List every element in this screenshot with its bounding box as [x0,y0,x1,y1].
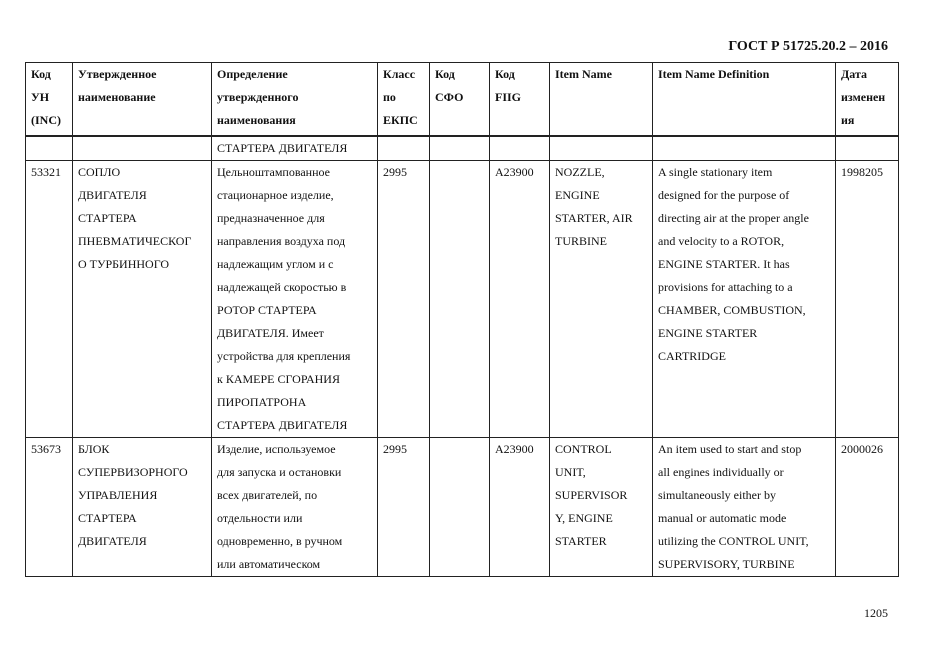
text-line: utilizing the CONTROL UNIT, [658,533,809,548]
text-line: СУПЕРВИЗОРНОГО [78,464,188,479]
text-line: Item Name Definition [658,67,770,81]
column-header-sfo-code [430,63,490,136]
text-line: STARTER, AIR [555,210,633,225]
text-line: Определение [217,67,288,81]
text-line: 2000026 [841,441,883,456]
text-line: An item used to start and stop [658,441,802,456]
cell-text [383,63,429,132]
column-header-date [836,63,899,136]
text-line: Утвержденное [78,67,157,81]
text-line: Код [495,67,515,81]
text-line: СОПЛО [78,164,121,179]
text-line: СФО [435,90,464,104]
cell-item-name [550,160,653,437]
table-row-continuation [26,136,899,161]
text-line: CHAMBER, COMBUSTION, [658,302,806,317]
cell-item-name [550,136,653,161]
text-line: наименование [78,90,156,104]
text-line: к КАМЕРЕ СГОРАНИЯ [217,371,340,386]
text-line: FIIG [495,90,522,104]
cell-sfo-code [430,437,490,576]
cell-item-name-definition [653,136,836,161]
text-line: Код [31,67,51,81]
cell-inc [26,136,73,161]
text-line: надлежащей скоростью в [217,279,347,294]
column-header-item-name [550,63,653,136]
text-line: 53321 [31,164,61,179]
text-line: CONTROL [555,441,612,456]
text-line: CARTRIDGE [658,348,726,363]
cell-item-name-definition [653,437,836,576]
text-line: A single stationary item [658,164,773,179]
text-line: СТАРТЕРА [78,510,137,525]
text-line: ENGINE STARTER. It has [658,256,790,271]
cell-date [836,136,899,161]
text-line: simultaneously either by [658,487,776,502]
text-line: (INC) [31,113,61,127]
cell-text [658,161,835,368]
cell-text [217,161,377,437]
text-line: надлежащим углом и с [217,256,334,271]
text-line: provisions for attaching to a [658,279,793,294]
text-line: всех двигателей, по [217,487,318,502]
text-line: устройства для крепления [217,348,351,363]
cell-ekps-class [378,437,430,576]
text-line: изменен [841,90,886,104]
cell-text [495,438,549,461]
text-line: Item Name [555,67,612,81]
cell-approved-name [73,160,212,437]
text-line: направления воздуха под [217,233,346,248]
table-header-row [26,63,899,136]
text-line: по [383,90,396,104]
cell-text [841,161,898,184]
cell-item-name-definition [653,160,836,437]
text-line: БЛОК [78,441,110,456]
text-line: TURBINE [555,233,607,248]
column-header-fiig-code [490,63,550,136]
text-line: manual or automatic mode [658,510,787,525]
text-line: наименования [217,113,296,127]
text-line: ДВИГАТЕЛЯ [78,533,147,548]
column-header-definition-ru [212,63,378,136]
cell-definition-ru [212,136,378,161]
cell-text [555,161,652,253]
text-line: Код [435,67,455,81]
cell-definition-ru [212,437,378,576]
text-line: РОТОР СТАРТЕРА [217,302,317,317]
cell-text [217,438,377,576]
cell-date [836,160,899,437]
cell-sfo-code [430,160,490,437]
text-line: 1998205 [841,164,883,179]
cell-fiig-code [490,437,550,576]
text-line: and velocity to a ROTOR, [658,233,785,248]
cell-text [217,63,377,132]
text-line: одновременно, в ручном [217,533,343,548]
cell-date [836,437,899,576]
text-line: directing air at the proper angle [658,210,809,225]
text-line: СТАРТЕРА [78,210,137,225]
cell-text [555,438,652,553]
text-line: О ТУРБИННОГО [78,256,170,271]
text-line: A23900 [495,441,534,456]
text-line: УН [31,90,50,104]
text-line: для запуска и остановки [217,464,342,479]
text-line: Цельноштампованное [217,164,330,179]
cell-fiig-code [490,136,550,161]
text-line: СТАРТЕРА ДВИГАТЕЛЯ [217,140,348,155]
cell-text [383,438,429,461]
cell-inc [26,160,73,437]
cell-text [658,63,835,86]
text-line: Y, ENGINE [555,510,613,525]
table-body [26,136,899,577]
table-row [26,160,899,437]
cell-item-name [550,437,653,576]
text-line: ЕКПС [383,113,418,127]
text-line: STARTER [555,533,607,548]
cell-text [658,438,835,576]
text-line: SUPERVISORY, TURBINE [658,556,795,571]
cell-ekps-class [378,160,430,437]
text-line: 2995 [383,164,407,179]
text-line: ПИРОПАТРОНА [217,394,307,409]
cell-definition-ru [212,160,378,437]
text-line: ия [841,113,855,127]
text-line: Класс [383,67,416,81]
text-line: СТАРТЕРА ДВИГАТЕЛЯ [217,417,348,432]
text-line: SUPERVISOR [555,487,628,502]
text-line: УПРАВЛЕНИЯ [78,487,158,502]
cell-approved-name [73,136,212,161]
cell-text [31,438,72,461]
text-line: Изделие, используемое [217,441,336,456]
text-line: NOZZLE, [555,164,605,179]
text-line: 2995 [383,441,407,456]
standard-designation: ГОСТ Р 51725.20.2 – 2016 [728,39,888,54]
cell-text [555,63,652,86]
table-row [26,437,899,576]
cell-text [495,63,549,109]
specification-table [25,62,899,577]
text-line: Дата [841,67,867,81]
cell-text [78,161,211,276]
cell-fiig-code [490,160,550,437]
cell-text [841,63,898,132]
column-header-approved-name [73,63,212,136]
text-line: предназначенное для [217,210,325,225]
text-line: или автоматическом [217,556,321,571]
text-line: утвержденного [217,90,299,104]
text-line: стационарное изделие, [217,187,334,202]
cell-text [78,63,211,109]
text-line: all engines individually or [658,464,784,479]
cell-text [217,137,377,160]
text-line: ENGINE STARTER [658,325,758,340]
cell-inc [26,437,73,576]
cell-text [78,438,211,553]
text-line: ДВИГАТЕЛЯ [78,187,147,202]
text-line: A23900 [495,164,534,179]
column-header-inc [26,63,73,136]
cell-text [495,161,549,184]
page-number: 1205 [864,606,888,620]
column-header-item-name-definition [653,63,836,136]
cell-text [435,63,489,109]
text-line: отдельности или [217,510,303,525]
text-line: ДВИГАТЕЛЯ. Имеет [217,325,324,340]
cell-ekps-class [378,136,430,161]
cell-text [841,438,898,461]
cell-text [31,161,72,184]
column-header-ekps-class [378,63,430,136]
text-line: 53673 [31,441,61,456]
text-line: designed for the purpose of [658,187,790,202]
cell-approved-name [73,437,212,576]
text-line: ПНЕВМАТИЧЕСКОГ [78,233,192,248]
text-line: ENGINE [555,187,600,202]
cell-sfo-code [430,136,490,161]
cell-text [383,161,429,184]
cell-text [31,63,72,132]
text-line: UNIT, [555,464,586,479]
